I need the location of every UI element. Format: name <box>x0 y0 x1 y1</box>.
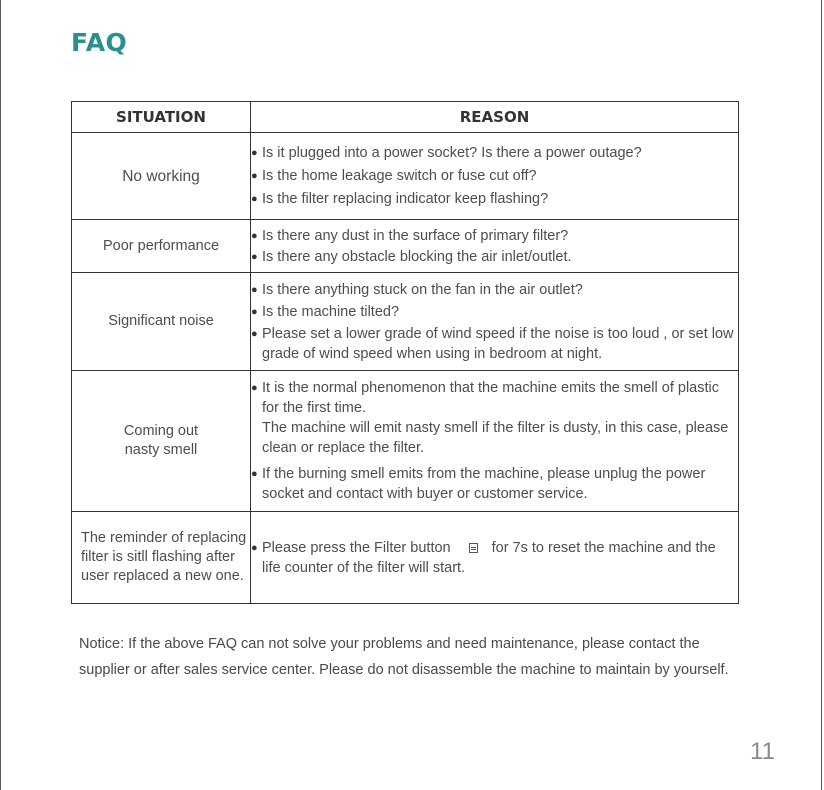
bullet-icon: ● <box>251 250 258 263</box>
reason-item: ● Is there anything stuck on the fan in the air outlet? <box>251 281 583 298</box>
table-row <box>72 371 739 512</box>
bullet-icon: ● <box>251 193 258 205</box>
reason-cell <box>251 133 739 220</box>
bullet-icon: ● <box>251 541 258 554</box>
table-row <box>72 220 739 273</box>
header-reason: REASON <box>251 102 739 133</box>
situation-cell: Significant noise <box>72 273 251 371</box>
reason-item: ● Is there any obstacle blocking the air inlet/outlet. <box>251 248 572 265</box>
bullet-icon: ● <box>251 327 258 340</box>
notice-text: Notice: If the above FAQ can not solve your problems and need maintenance, please contact the supplier or after sales service center. Please do not disassemble the machine to maintain by yourself. <box>79 636 729 678</box>
filter-button-icon <box>469 543 478 553</box>
situation-cell: Coming out nasty smell <box>72 371 251 512</box>
reason-item: ● Please set a lower grade of wind speed if the noise is too loud , or set low grade of wind speed when using in bedroom at night. <box>251 325 734 362</box>
page-number: 11 <box>750 738 775 765</box>
situation-cell: The reminder of replacing filter is sitll flashing after user replaced a new one. <box>72 512 251 604</box>
faq-table <box>71 101 739 604</box>
reason-cell <box>251 512 739 604</box>
bullet-icon: ● <box>251 170 258 182</box>
bullet-icon: ● <box>251 305 258 318</box>
table-row <box>72 512 739 604</box>
reason-item: ● Is it plugged into a power socket? Is there a power outage? <box>251 145 642 161</box>
reason-item: ● Is the filter replacing indicator keep flashing? <box>251 191 549 207</box>
table-row <box>72 273 739 371</box>
reason-item: ● Please press the Filter button for 7s to reset the machine and the life counter of the filter will start. <box>251 539 716 576</box>
bullet-icon: ● <box>251 382 258 394</box>
reason-item: ● Is the machine tilted? <box>251 303 400 320</box>
bullet-icon: ● <box>251 283 258 296</box>
bullet-icon: ● <box>251 229 258 242</box>
reason-cell <box>251 371 739 512</box>
header-situation: SITUATION <box>72 102 251 133</box>
reason-cell <box>251 220 739 273</box>
bullet-icon: ● <box>251 147 258 159</box>
bullet-icon: ● <box>251 468 258 480</box>
reason-item: ● If the burning smell emits from the machine, please unplug the power socket and contact with buyer or customer service. <box>251 466 706 502</box>
table-row <box>72 133 739 220</box>
reason-cell <box>251 273 739 371</box>
reason-item: ● Is there any dust in the surface of primary filter? <box>251 227 569 244</box>
page-title: FAQ <box>71 28 128 57</box>
reason-item: ● It is the normal phenomenon that the machine emits the smell of plastic for the first time. <box>251 380 719 416</box>
table-header-row <box>72 102 739 133</box>
reason-item: ● Is the home leakage switch or fuse cut off? <box>251 168 537 184</box>
reason-continuation: The machine will emit nasty smell if the filter is dusty, in this case, please clean or replace the filter. <box>262 420 729 456</box>
situation-cell: Poor performance <box>72 220 251 273</box>
situation-cell: No working <box>72 133 251 220</box>
